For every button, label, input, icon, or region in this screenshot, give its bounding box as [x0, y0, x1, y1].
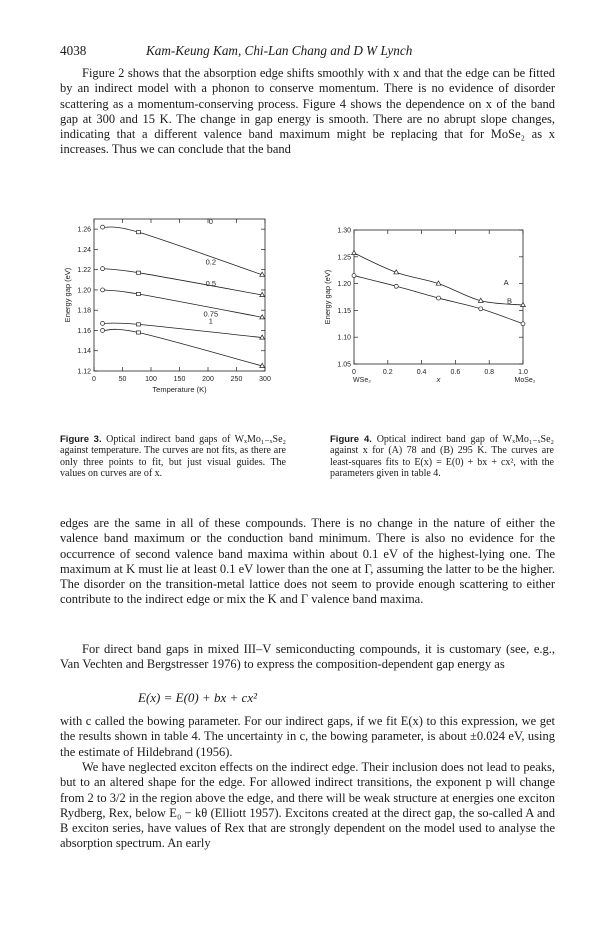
- y-tick-label: 1.05: [337, 361, 351, 369]
- running-head: Kam-Keung Kam, Chi-Lan Chang and D W Lynch: [146, 43, 413, 58]
- figure-4-caption: [330, 434, 554, 480]
- series-label: 0.2: [205, 257, 217, 267]
- x-tick-label: 0.4: [416, 369, 427, 376]
- x-axis-label: x: [436, 375, 441, 383]
- data-point: [479, 307, 483, 311]
- y-tick-label: 1.24: [77, 246, 91, 254]
- series-label: 0: [208, 217, 213, 227]
- data-point: [136, 331, 140, 334]
- y-tick-label: 1.25: [337, 254, 351, 262]
- data-point: [101, 321, 105, 325]
- y-tick-label: 1.16: [77, 327, 91, 335]
- page-header: [60, 43, 555, 59]
- x-tick-label: 0: [352, 369, 356, 376]
- series-label: 0.5: [205, 278, 217, 288]
- series-label: B: [506, 296, 512, 306]
- data-point: [136, 323, 140, 326]
- figure-3-caption-label: Figure 3.: [60, 434, 102, 445]
- data-point: [101, 288, 105, 292]
- x-tick-label: 0.6: [450, 369, 461, 376]
- y-tick-label: 1.20: [77, 287, 91, 295]
- data-point: [521, 322, 525, 326]
- y-tick-label: 1.20: [337, 281, 351, 289]
- data-point: [101, 225, 105, 229]
- figure-3-chart: [58, 205, 298, 405]
- x-tick-label: 0.2: [382, 369, 393, 376]
- data-point: [394, 284, 398, 288]
- x-tick-label: 1.0: [518, 369, 528, 376]
- figure-3-caption: [60, 434, 286, 480]
- y-tick-label: 1.15: [337, 307, 351, 315]
- figure-4-caption-label: Figure 4.: [330, 434, 372, 445]
- x-tick-label: 0: [92, 376, 96, 383]
- plot-frame: [94, 219, 265, 371]
- y-axis-label: Energy gap (eV): [63, 267, 72, 323]
- x-tick-label: 150: [173, 376, 186, 383]
- data-point: [352, 250, 357, 254]
- series-line: [103, 269, 263, 295]
- data-point: [101, 328, 105, 332]
- paragraph-4: with c called the bowing parameter. For our indirect gaps, if we fit E(x) to this expression, we get the results shown in table 4. The uncertainty in c, the bowing parameter, is about ±0.024 eV, using the estimate of Hildebrand (1956).: [60, 714, 555, 759]
- y-tick-label: 1.14: [77, 348, 91, 356]
- x-end-label-left: WSe₂: [353, 377, 371, 383]
- series-line: [103, 290, 263, 317]
- data-point: [352, 274, 356, 278]
- figure-3: [58, 205, 298, 405]
- page-number: 4038: [60, 43, 87, 58]
- y-axis-label: Energy gap (eV): [323, 269, 332, 325]
- y-tick-label: 1.30: [337, 227, 351, 235]
- equation-gap-energy: E(x) = E(0) + bx + cx²: [138, 690, 257, 705]
- figure-4-caption-text: Optical indirect band gap of WₓMo₁₋ₓSe₂ against x for (A) 78 and (B) 295 K. The curves are least-squares fits to E(x) = E(0) + bx + cx², with the parameters given in table 4.: [330, 434, 555, 480]
- y-tick-label: 1.26: [77, 226, 91, 234]
- x-axis-label: Temperature (K): [152, 385, 207, 394]
- y-tick-label: 1.12: [77, 368, 91, 376]
- y-tick-label: 1.10: [337, 334, 351, 342]
- x-tick-label: 250: [230, 376, 243, 383]
- y-tick-label: 1.22: [77, 267, 91, 275]
- x-tick-label: 200: [202, 376, 214, 383]
- y-tick-label: 1.18: [77, 307, 91, 315]
- data-point: [437, 296, 441, 300]
- figure-4: [318, 218, 558, 383]
- data-point: [101, 267, 105, 271]
- data-point: [136, 231, 140, 234]
- paragraph-3: For direct band gaps in mixed III–V semiconducting compounds, it is customary (see, e.g., Van Vechten and Bergstresser 1976) to express the composition-dependent gap energy as: [60, 642, 555, 672]
- series-label: A: [503, 278, 509, 288]
- x-tick-label: 300: [259, 376, 271, 383]
- x-end-label-right: MoSe₂: [514, 377, 536, 383]
- figure-3-caption-text: Optical indirect band gaps of WₓMo₁₋ₓSe₂ against temperature. The curves are not fits, as there are only three points to fit, but just visual guides. The values on curves are of x.: [60, 434, 287, 480]
- paragraph-5: We have neglected exciton effects on the indirect edge. Their inclusion does not lead to peaks, but to an altered shape for the edge. For allowed indirect transitions, the exponent p will change from 2 to 3/2 in the region above the edge, and there will be weak structure at energies one exciton Rydberg, Rex, below E₀ − kθ (Elliott 1957). Excitons created at the direct gap, the so-called A and B exciton series, have values of Rex that are strongly dependent on the model used to analyse the absorption spectrum. An early: [60, 760, 555, 851]
- x-tick-label: 100: [145, 376, 157, 383]
- series-label: 0.75: [203, 309, 219, 319]
- paragraph-2: edges are the same in all of these compounds. There is no change in the nature of either the valence band maximum or the conduction band minimum. There is also no evidence for the occurrence of second valence band maxima within about 0.1 eV of the highest-lying one. The maximum at K must lie at least 0.1 eV lower than the one at Γ, assuming the latter to be the higher. The disorder on the transition-metal lattice does not seem to provide enough scattering to either contribute to the indirect edge or mix the K and Γ valence band maxima.: [60, 516, 555, 607]
- data-point: [136, 292, 140, 295]
- data-point: [136, 271, 140, 274]
- series-label: 1: [208, 316, 213, 326]
- x-tick-label: 50: [118, 376, 127, 383]
- x-tick-label: 0.8: [484, 369, 495, 376]
- paragraph-1: Figure 2 shows that the absorption edge shifts smoothly with x and that the edge can be fitted by an indirect model with a phonon to conserve momentum. There is no evidence of disorder scattering as a momentum-conserving process. Figure 4 shows the dependence on x of the band gap at 300 and 15 K. The change in gap energy is smooth. There are no abrupt slope changes, indicating that a different valence band maximum might be replacing that for MoSe₂ as x increases. Thus we can conclude that the band: [60, 66, 555, 157]
- series-line: [103, 227, 263, 275]
- figure-4-chart: [318, 218, 558, 383]
